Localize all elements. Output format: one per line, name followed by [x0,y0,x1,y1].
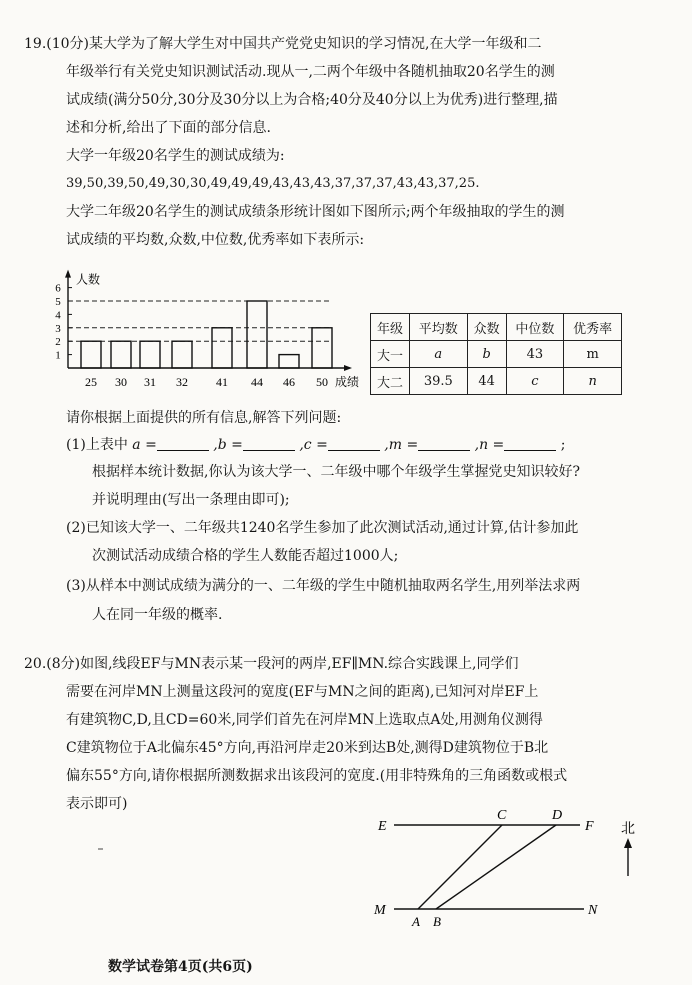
table-cell: a [409,341,467,368]
q19-part3-line2: 人在同一年级的概率. [92,607,223,623]
x-axis-label: 成绩 [335,375,360,389]
table-header-cell: 平均数 [409,314,467,341]
x-tick-label: 46 [283,375,295,389]
label-c: C [497,808,507,823]
table-cell: m [564,341,622,368]
label-b: B [433,914,441,929]
table-header-cell: 优秀率 [564,314,622,341]
table-cell: 大二 [371,368,410,395]
q20-line-1: 20.(8分)如图,线段EF与MN表示某一段河的两岸,EF∥MN.综合实践课上,同学们 [24,656,519,672]
page-footer: 数学试卷第4页(共6页) [108,959,253,975]
x-tick-label: 30 [115,375,127,389]
part1-end: ; [560,437,566,453]
label-a: A [412,914,420,929]
q19-line-1: 19.(10分)某大学为了解大学生对中国共产党党史知识的学习情况,在大学一年级和二 [24,36,542,52]
y-tick-label: 6 [55,282,61,295]
q20-line-2: 需要在河岸MN上测量这段河的宽度(EF与MN之间的距离),已知河对岸EF上 [66,684,539,700]
label-e: E [378,819,387,834]
label-m: M [374,903,386,918]
north-arrow-icon [624,838,632,848]
table-header-cell: 年级 [371,314,410,341]
x-tick-label: 32 [176,375,188,389]
q20-line-3: 有建筑物C,D,且CD=60米,同学们首先在河岸MN上选取点A处,用测角仪测得 [66,712,543,728]
y-tick-label: 2 [55,336,61,349]
y-tick-label: 4 [55,309,61,322]
table-cell: 39.5 [409,368,467,395]
q19-line-2: 年级举行有关党史知识测试活动.现从一,二两个年级中各随机抽取20名学生的测 [66,64,555,80]
blank-n-label: ,n = [474,437,505,453]
q20-line-6: 表示即可) [66,796,128,812]
x-tick-label: 50 [316,375,328,389]
table-cell: 大一 [371,341,410,368]
q19-grade1-scores: 39,50,39,50,49,30,30,49,49,49,43,43,43,37,37,37,43,43,37,25. [66,176,480,191]
q19-part1-line2: 根据样本统计数据,你认为该大学一、二年级中哪个年级学生掌握党史知识较好? [92,464,580,480]
table-header-cell: 中位数 [506,314,564,341]
blank-m-label: ,m = [384,437,419,453]
table-header-cell: 众数 [467,314,506,341]
x-tick-label: 41 [216,375,228,389]
q19-part1-line3: 并说明理由(写出一条理由即可); [92,492,290,508]
segment-ac [418,825,502,909]
y-tick-label: 5 [55,296,61,308]
q19-part3-line1: (3)从样本中测试成绩为满分的一、二年级的学生中随机抽取两名学生,用列举法求两 [66,578,581,594]
q19-line-4: 述和分析,给出了下面的部分信息. [66,120,271,136]
q20-line-5: 偏东55°方向,请你根据所测数据求出该段河的宽度.(用非特殊角的三角函数或根式 [66,768,568,784]
q19-line-5: 大学一年级20名学生的测试成绩为: [66,148,285,164]
blank-b-label: ,b = [213,437,243,453]
table-cell: 44 [467,368,506,395]
x-tick-label: 25 [85,375,97,389]
x-tick-label: 44 [251,375,263,389]
segment-bd [436,825,556,909]
q19-line-3: 试成绩(满分50分,30分及30分以上为合格;40分及40分以上为优秀)进行整理,描 [66,92,558,108]
blank-c-label: ,c = [299,437,328,453]
y-tick-label: 1 [55,349,61,362]
q19-line-7: 大学二年级20名学生的测试成绩条形统计图如下图所示;两个年级抽取的学生的测 [66,204,565,220]
label-n: N [588,903,598,918]
y-tick-label: 3 [55,322,61,335]
table-cell: c [506,368,564,395]
q20-line-4: C建筑物位于A北偏东45°方向,再沿河岸走20米到达B处,测得D建筑物位于B北 [66,740,549,756]
table-cell: b [467,341,506,368]
x-tick-label: 31 [144,375,156,389]
q19-part2-line1: (2)已知该大学一、二年级共1240名学生参加了此次测试活动,通过计算,估计参加此 [66,520,579,536]
part1-prefix: (1)上表中 [66,437,128,453]
label-d: D [552,808,563,823]
q19-line-8: 试成绩的平均数,众数,中位数,优秀率如下表所示: [66,232,365,248]
y-axis-label: 人数 [76,272,101,287]
label-north: 北 [621,821,635,837]
blank-a-label: a = [132,437,157,453]
q19-part2-line2: 次测试活动成绩合格的学生人数能否超过1000人; [92,548,399,564]
table-cell: 43 [506,341,564,368]
label-f: F [585,819,594,834]
q19-prompt: 请你根据上面提供的所有信息,解答下列问题: [66,410,342,426]
table-cell: n [564,368,622,395]
